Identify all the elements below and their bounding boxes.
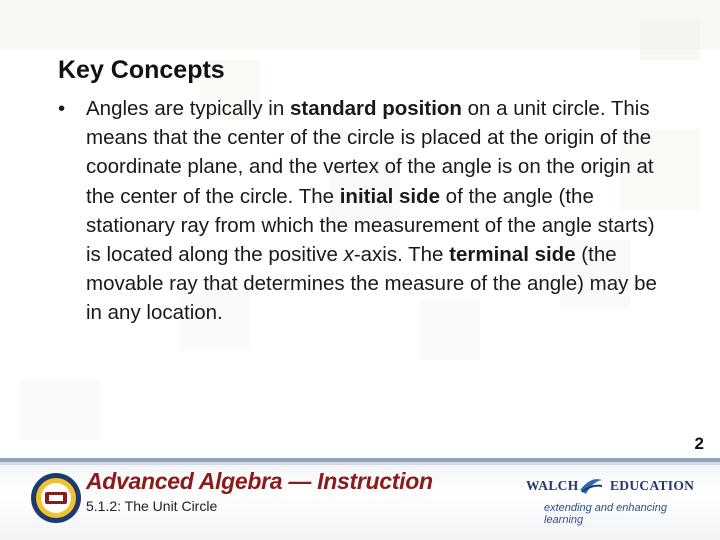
walch-swoosh-icon <box>578 474 604 496</box>
slide-body <box>58 94 668 328</box>
publisher-name-right: EDUCATION <box>610 478 695 493</box>
page-number: 2 <box>694 434 704 453</box>
text-run: (the movable ray that determines the measure of the angle) may be in any location. <box>86 243 657 325</box>
publisher-logo <box>526 472 706 526</box>
footer-bar <box>0 458 720 540</box>
text-run: Angles are typically in <box>86 97 290 120</box>
italic-term: x <box>343 243 354 267</box>
course-title: Advanced Algebra — Instruction <box>86 468 433 494</box>
bullet-item <box>58 94 668 328</box>
bold-term: standard position <box>289 97 462 120</box>
bullet-mark: • <box>58 97 66 120</box>
publisher-name-left: WALCH <box>526 478 579 493</box>
lesson-label: 5.1.2: The Unit Circle <box>86 498 218 514</box>
text-run: on a unit circle. This means that the center of the circle is placed at the origin of the coordinate plane, and the vertex of the angle is on the origin at the center of the circle. The <box>86 97 654 208</box>
bold-term: initial side <box>339 184 440 208</box>
publisher-tagline: extending and enhancing learning <box>544 502 667 526</box>
georgia-core-logo-icon <box>30 472 82 524</box>
text-run: of the angle (the stationary ray from which the measurement of the angle starts) is located along the positive <box>86 184 655 267</box>
bold-term: terminal side <box>449 243 576 267</box>
slide-heading: Key Concepts <box>58 56 225 84</box>
footer-stripe <box>0 462 720 465</box>
bullet-text <box>86 94 668 328</box>
text-run: -axis. The <box>353 243 450 267</box>
